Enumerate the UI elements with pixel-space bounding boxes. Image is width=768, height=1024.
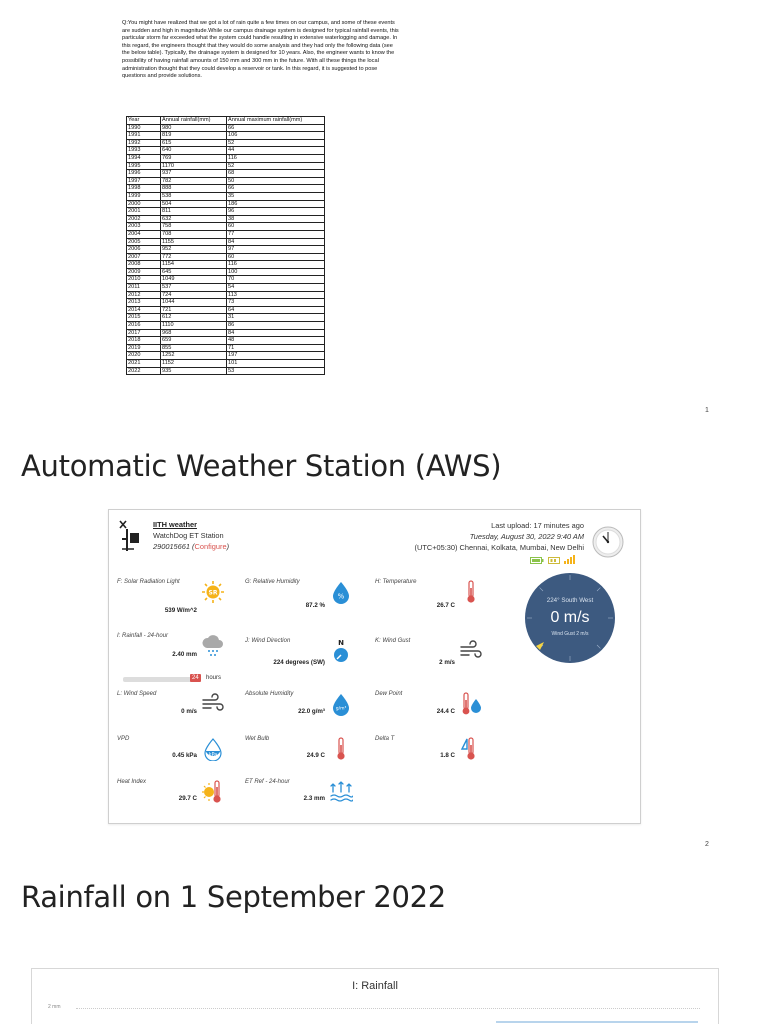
wind-dial	[524, 572, 616, 664]
table-row	[127, 329, 325, 337]
tile-value: 1.8 C	[440, 752, 455, 759]
cell-year: 2006	[127, 246, 161, 254]
cell-annual-max-rainfall: 77	[227, 230, 325, 238]
cell-annual-rainfall: 769	[161, 154, 227, 162]
cell-annual-max-rainfall: 100	[227, 268, 325, 276]
table-row	[127, 306, 325, 314]
absolute-humidity-icon	[329, 692, 353, 716]
rainfall-24h-tile[interactable]	[117, 632, 235, 682]
table-row	[127, 230, 325, 238]
table-row	[127, 192, 325, 200]
wind-speed-tile[interactable]	[117, 690, 235, 740]
cell-annual-max-rainfall: 86	[227, 322, 325, 330]
wind-gust-tile[interactable]	[375, 637, 493, 687]
solar-radiation-tile[interactable]	[117, 578, 235, 628]
station-logo-icon	[117, 518, 139, 552]
cell-annual-rainfall: 1252	[161, 352, 227, 360]
cell-annual-rainfall: 612	[161, 314, 227, 322]
cell-year: 2000	[127, 200, 161, 208]
tile-label: H: Temperature	[375, 579, 417, 585]
thermometer-icon	[459, 580, 483, 604]
cell-annual-rainfall: 1170	[161, 162, 227, 170]
page-number: 1	[705, 407, 709, 414]
station-id: 290015661 (Configure)	[153, 542, 230, 551]
cell-annual-max-rainfall: 52	[227, 139, 325, 147]
question-text: Q:You might have realized that we got a lot of rain quite a few times on our campus, and some of these events are sudden and high in magnitude.While our campus drainage system is designed for typical rainfall events, this particular storm far exceeded what the system could handle resulting in extensive waterlogging and damage. In this regard, the engineers thought that they would do some analysis and they had only the following data (see the below table). Typically, the drainage system is designed for 10 years. Also, the engineer wants to know the possibility of having rainfall amounts of 150 mm and 300 mm in the future. With all these things the local administration thought that they could develop a reservoir or tank. In this regard, it is suggested to pose questions and provide solutions.	[122, 20, 399, 80]
table-row	[127, 139, 325, 147]
cell-annual-max-rainfall: 31	[227, 314, 325, 322]
table-row	[127, 223, 325, 231]
cell-year: 2022	[127, 367, 161, 375]
tile-label: L: Wind Speed	[117, 691, 157, 697]
wet-bulb-icon	[329, 737, 353, 761]
cell-annual-max-rainfall: 60	[227, 223, 325, 231]
cell-annual-max-rainfall: 54	[227, 284, 325, 292]
cell-annual-max-rainfall: 48	[227, 337, 325, 345]
table-row	[127, 246, 325, 254]
table-row	[127, 170, 325, 178]
last-upload: Last upload: 17 minutes ago	[491, 521, 584, 530]
cell-year: 2008	[127, 261, 161, 269]
cell-annual-rainfall: 811	[161, 208, 227, 216]
cell-year: 2020	[127, 352, 161, 360]
tile-value: 24.9 C	[306, 752, 325, 759]
cell-annual-rainfall: 659	[161, 337, 227, 345]
cell-annual-rainfall: 935	[161, 367, 227, 375]
wind-dial-gust: Wind Gust 2 m/s	[551, 631, 589, 637]
cell-annual-rainfall: 968	[161, 329, 227, 337]
compass-icon	[329, 639, 353, 663]
table-row	[127, 200, 325, 208]
dew-point-icon	[459, 692, 483, 716]
tile-value: 26.7 C	[436, 602, 455, 609]
cell-year: 1998	[127, 185, 161, 193]
sun-icon-badge: SR	[208, 589, 218, 597]
cell-year: 2019	[127, 344, 161, 352]
cell-annual-rainfall: 888	[161, 185, 227, 193]
cell-annual-rainfall: 1044	[161, 299, 227, 307]
cell-year: 1999	[127, 192, 161, 200]
tile-label: K: Wind Gust	[375, 638, 411, 644]
table-row	[127, 253, 325, 261]
timezone: (UTC+05:30) Chennai, Kolkata, Mumbai, New Delhi	[414, 543, 584, 552]
rain-hours-bar	[123, 677, 195, 682]
tile-value: 29.7 C	[178, 795, 197, 802]
cell-annual-max-rainfall: 73	[227, 299, 325, 307]
tile-value: 0 m/s	[181, 708, 197, 715]
station-id-value: 290015661	[153, 542, 190, 551]
cell-annual-max-rainfall: 197	[227, 352, 325, 360]
clock-icon	[592, 526, 624, 558]
tile-value: 22.0 g/m³	[298, 708, 325, 715]
cell-annual-rainfall: 538	[161, 192, 227, 200]
temperature-tile[interactable]	[375, 578, 493, 628]
cell-annual-max-rainfall: 84	[227, 329, 325, 337]
cell-annual-max-rainfall: 53	[227, 367, 325, 375]
cell-annual-rainfall: 758	[161, 223, 227, 231]
sd-card-icon	[548, 557, 560, 564]
cell-year: 1996	[127, 170, 161, 178]
tile-label: I: Rainfall - 24-hour	[117, 633, 169, 639]
tile-label: F: Solar Radiation Light	[117, 579, 180, 585]
cell-year: 2016	[127, 322, 161, 330]
cell-year: 1993	[127, 147, 161, 155]
absolute-humidity-icon-badge: g/m³	[335, 706, 347, 712]
battery-icon	[530, 557, 544, 564]
section-heading-rainfall: Rainfall on 1 September 2022	[21, 880, 446, 914]
gridline	[76, 1008, 700, 1009]
tile-value: 2.3 mm	[303, 795, 325, 802]
tile-value: 2.40 mm	[172, 651, 197, 658]
table-header-row	[127, 117, 325, 125]
cell-annual-rainfall: 1154	[161, 261, 227, 269]
relative-humidity-tile[interactable]	[245, 578, 363, 628]
cell-annual-max-rainfall: 66	[227, 124, 325, 132]
cell-annual-max-rainfall: 186	[227, 200, 325, 208]
humidity-drop-icon	[329, 580, 353, 604]
cell-annual-max-rainfall: 84	[227, 238, 325, 246]
cell-annual-max-rainfall: 66	[227, 185, 325, 193]
tile-value: 0.45 kPa	[172, 752, 197, 759]
cell-annual-rainfall: 615	[161, 139, 227, 147]
table-row	[127, 124, 325, 132]
tile-value: 224 degrees (SW)	[273, 659, 325, 666]
et-ref-tile[interactable]	[245, 778, 363, 828]
cell-year: 2010	[127, 276, 161, 284]
table-row	[127, 360, 325, 368]
tile-value: 2 m/s	[439, 659, 455, 666]
status-indicators	[530, 555, 576, 564]
cell-annual-max-rainfall: 44	[227, 147, 325, 155]
table-row	[127, 147, 325, 155]
table-row	[127, 162, 325, 170]
cell-year: 1994	[127, 154, 161, 162]
cell-annual-max-rainfall: 38	[227, 215, 325, 223]
cell-annual-rainfall: 782	[161, 177, 227, 185]
cell-annual-max-rainfall: 52	[227, 162, 325, 170]
tile-label: ET Ref - 24-hour	[245, 779, 290, 785]
cell-annual-rainfall: 772	[161, 253, 227, 261]
wind-dial-speed: 0 m/s	[550, 609, 590, 626]
vpd-drop-icon	[201, 737, 225, 761]
cell-annual-max-rainfall: 70	[227, 276, 325, 284]
cell-annual-rainfall: 1152	[161, 360, 227, 368]
tile-label: J: Wind Direction	[245, 638, 291, 644]
tile-label: G: Relative Humidity	[245, 579, 300, 585]
cell-annual-max-rainfall: 71	[227, 344, 325, 352]
upload-date: Tuesday, August 30, 2022 9:40 AM	[469, 532, 584, 541]
table-header-year: Year	[127, 117, 161, 125]
tile-label: Dew Point	[375, 691, 403, 697]
table-row	[127, 344, 325, 352]
wind-dial-direction: 224° South West	[546, 597, 594, 604]
cell-annual-rainfall: 504	[161, 200, 227, 208]
cell-year: 2001	[127, 208, 161, 216]
delta-t-icon	[459, 737, 483, 761]
cell-annual-max-rainfall: 68	[227, 170, 325, 178]
table-row	[127, 215, 325, 223]
table-header-annual: Annual rainfall(mm)	[161, 117, 227, 125]
cell-year: 2009	[127, 268, 161, 276]
aws-panel	[108, 509, 641, 824]
station-model: WatchDog ET Station	[153, 531, 224, 540]
tile-label: Delta T	[375, 736, 395, 742]
cell-year: 2013	[127, 299, 161, 307]
table-row	[127, 177, 325, 185]
humidity-drop-icon-badge: %	[337, 592, 345, 601]
cell-annual-max-rainfall: 60	[227, 253, 325, 261]
table-row	[127, 322, 325, 330]
cell-annual-rainfall: 980	[161, 124, 227, 132]
cell-year: 2014	[127, 306, 161, 314]
cell-year: 2015	[127, 314, 161, 322]
cell-year: 2003	[127, 223, 161, 231]
cell-annual-max-rainfall: 116	[227, 261, 325, 269]
rain-cloud-icon	[201, 634, 225, 658]
cell-annual-rainfall: 1110	[161, 322, 227, 330]
delta-t-tile[interactable]	[375, 735, 493, 785]
table-row	[127, 367, 325, 375]
table-row	[127, 132, 325, 140]
cell-annual-rainfall: 724	[161, 291, 227, 299]
section-heading-aws: Automatic Weather Station (AWS)	[21, 449, 502, 483]
cell-annual-rainfall: 855	[161, 344, 227, 352]
table-header-annual-max: Annual maximum rainfall(mm)	[227, 117, 325, 125]
cell-year: 2011	[127, 284, 161, 292]
cell-annual-rainfall: 537	[161, 284, 227, 292]
cell-annual-max-rainfall: 50	[227, 177, 325, 185]
cell-year: 1992	[127, 139, 161, 147]
table-row	[127, 238, 325, 246]
cell-annual-rainfall: 708	[161, 230, 227, 238]
cell-annual-rainfall: 1155	[161, 238, 227, 246]
table-row	[127, 314, 325, 322]
cell-year: 2007	[127, 253, 161, 261]
cell-annual-rainfall: 721	[161, 306, 227, 314]
cell-annual-max-rainfall: 96	[227, 208, 325, 216]
tile-label: Wet Bulb	[245, 736, 270, 742]
station-name-link[interactable]: IITH weather	[153, 520, 197, 529]
heat-index-tile[interactable]	[117, 778, 235, 828]
cell-year: 1990	[127, 124, 161, 132]
cell-annual-rainfall: 819	[161, 132, 227, 140]
table-row	[127, 299, 325, 307]
cell-annual-max-rainfall: 64	[227, 306, 325, 314]
configure-link[interactable]: Configure	[194, 542, 227, 551]
tile-value: 87.2 %	[305, 602, 325, 609]
rainfall-table	[126, 116, 325, 375]
cell-annual-max-rainfall: 113	[227, 291, 325, 299]
cell-annual-rainfall: 640	[161, 147, 227, 155]
compass-icon-badge: N	[338, 639, 344, 647]
tile-label: VPD	[117, 736, 130, 742]
cell-annual-max-rainfall: 106	[227, 132, 325, 140]
cell-annual-max-rainfall: 35	[227, 192, 325, 200]
rainfall-chart-card	[31, 968, 719, 1024]
tile-label: Heat Index	[117, 779, 147, 785]
rain-hours-badge: 24	[192, 675, 199, 681]
cell-year: 2012	[127, 291, 161, 299]
rain-hours-label: hours	[206, 675, 222, 681]
table-row	[127, 352, 325, 360]
y-tick-label: 2 mm	[48, 1004, 61, 1010]
table-body	[127, 124, 325, 375]
tile-value: 539 W/m^2	[164, 607, 197, 614]
cell-annual-rainfall: 937	[161, 170, 227, 178]
cell-year: 1997	[127, 177, 161, 185]
tile-value: 24.4 C	[436, 708, 455, 715]
vpd-drop-icon-badge: kPa	[208, 753, 218, 758]
cell-year: 2017	[127, 329, 161, 337]
table-row	[127, 208, 325, 216]
table-row	[127, 276, 325, 284]
table-row	[127, 337, 325, 345]
cell-year: 1995	[127, 162, 161, 170]
cell-year: 2005	[127, 238, 161, 246]
evapotranspiration-icon	[329, 780, 353, 804]
dew-point-tile[interactable]	[375, 690, 493, 740]
cell-annual-rainfall: 645	[161, 268, 227, 276]
cell-annual-max-rainfall: 97	[227, 246, 325, 254]
absolute-humidity-tile[interactable]	[245, 690, 363, 740]
wind-icon	[201, 692, 225, 716]
sun-icon	[201, 580, 225, 604]
tile-label: Absolute Humidity	[245, 691, 294, 697]
chart-range-bar[interactable]	[496, 1021, 698, 1023]
cell-year: 2021	[127, 360, 161, 368]
page-number: 2	[705, 841, 709, 848]
cell-year: 2018	[127, 337, 161, 345]
wind-gust-icon	[459, 639, 483, 663]
cell-annual-rainfall: 952	[161, 246, 227, 254]
table-row	[127, 268, 325, 276]
table-row	[127, 261, 325, 269]
heat-index-icon	[201, 780, 225, 804]
cell-year: 2004	[127, 230, 161, 238]
table-row	[127, 185, 325, 193]
signal-icon	[564, 555, 576, 564]
cell-year: 1991	[127, 132, 161, 140]
cell-annual-rainfall: 632	[161, 215, 227, 223]
cell-annual-max-rainfall: 101	[227, 360, 325, 368]
table-row	[127, 284, 325, 292]
cell-annual-max-rainfall: 116	[227, 154, 325, 162]
table-row	[127, 154, 325, 162]
cell-year: 2002	[127, 215, 161, 223]
wind-direction-tile[interactable]	[245, 637, 363, 687]
table-row	[127, 291, 325, 299]
cell-annual-rainfall: 1049	[161, 276, 227, 284]
rainfall-chart-title: I: Rainfall	[352, 980, 398, 992]
